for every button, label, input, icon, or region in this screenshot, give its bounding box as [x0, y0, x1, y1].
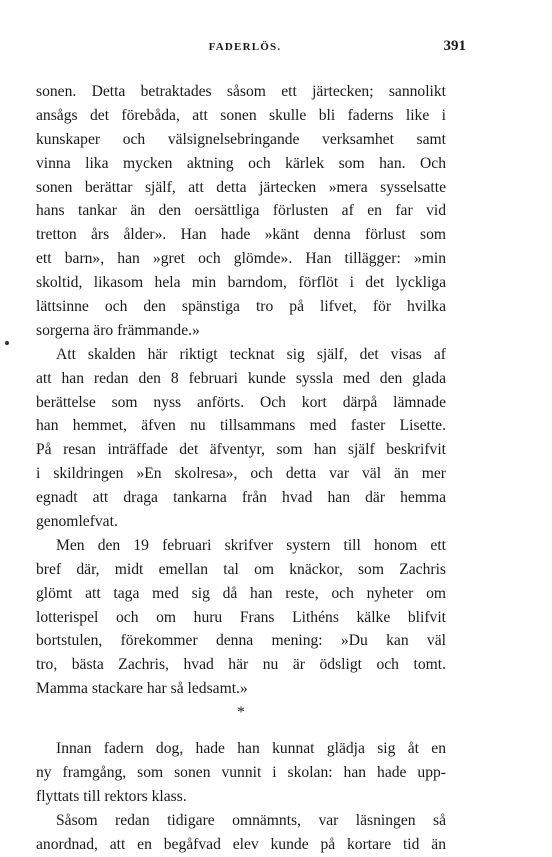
text-line: kunskaper och välsignelsebringande verksamhet samt — [36, 130, 446, 148]
text-line: bref där, midt emellan tal om knäckor, som Zachris — [36, 560, 446, 578]
text-line: sorgerna äro främmande.» — [36, 321, 200, 339]
text-line: Mamma stackare har så ledsamt.» — [36, 680, 248, 698]
text-line: berättelse som nyss anförts. Och kort därpå lämnade — [36, 393, 446, 411]
text-line: lotterispel och om huru Frans Lithéns kälke blifvit — [36, 608, 446, 626]
margin-mark — [5, 341, 9, 345]
text-line: hans tankar än den oersättliga förlusten af en far vid — [36, 202, 446, 220]
text-line: egnadt att draga tankarna från hvad han där hemma — [36, 489, 446, 507]
text-line: han hemmet, äfven nu tillsammans med faster Lisette. — [36, 417, 446, 435]
text-line: flyttats till rektors klass. — [36, 787, 187, 805]
body-text — [36, 80, 446, 857]
text-line: glömt att taga med sig då han reste, och nyheter om — [36, 584, 446, 602]
text-line: skoltid, likasom hela min barndom, förflöt i det lyckliga — [36, 274, 446, 292]
page-number: 391 — [443, 38, 466, 54]
page-header — [38, 38, 466, 58]
text-line: tro, bästa Zachris, hvad här nu är ödsligt och tomt. — [36, 656, 446, 674]
text-line: ny framgång, som sonen vunnit i skolan: han hade upp- — [36, 763, 446, 781]
text-line: På resan inträffade det äfventyr, som han själf beskrifvit — [36, 441, 446, 459]
text-line: bortstulen, förekommer denna mening: »Du kan väl — [36, 632, 446, 650]
section-divider: * — [237, 704, 245, 722]
running-title: FADERLÖS. — [208, 41, 282, 53]
text-line: ett barn», han »gret och glömde». Han tillägger: »min — [36, 250, 446, 268]
text-line: Men den 19 februari skrifver systern till honom ett — [56, 536, 446, 554]
text-line: anordnad, att en begåfvad elev kunde på kortare tid än — [36, 835, 446, 853]
section-gap — [36, 725, 446, 737]
text-line: Innan fadern dog, hade han kunnat glädja sig åt en — [56, 740, 446, 758]
text-line: genomlefvat. — [36, 513, 118, 531]
text-line: vinna lika mycken aktning och kärlek som han. Och — [36, 154, 446, 172]
text-line: Att skalden här riktigt tecknat sig själf, det visas af — [56, 345, 446, 363]
text-line: lättsinne och den spänstiga tro på lifvet, för hvilka — [36, 298, 446, 316]
text-line: Såsom redan tidigare omnämnts, var läsningen så — [56, 811, 446, 829]
text-line: i skildringen »En skolresa», och detta var väl än mer — [36, 465, 446, 483]
text-line: att han redan den 8 februari kunde syssla med den glada — [36, 369, 446, 387]
text-line: sonen berättar själf, att detta järtecken »mera sysselsatte — [36, 178, 446, 196]
text-line: sonen. Detta betraktades såsom ett järtecken; sannolikt — [36, 83, 446, 100]
text-line: ansågs det förebåda, att sonen skulle bli faderns like i — [36, 106, 446, 124]
text-line: tretton års ålder». Han hade »känt denna förlust som — [36, 226, 446, 244]
